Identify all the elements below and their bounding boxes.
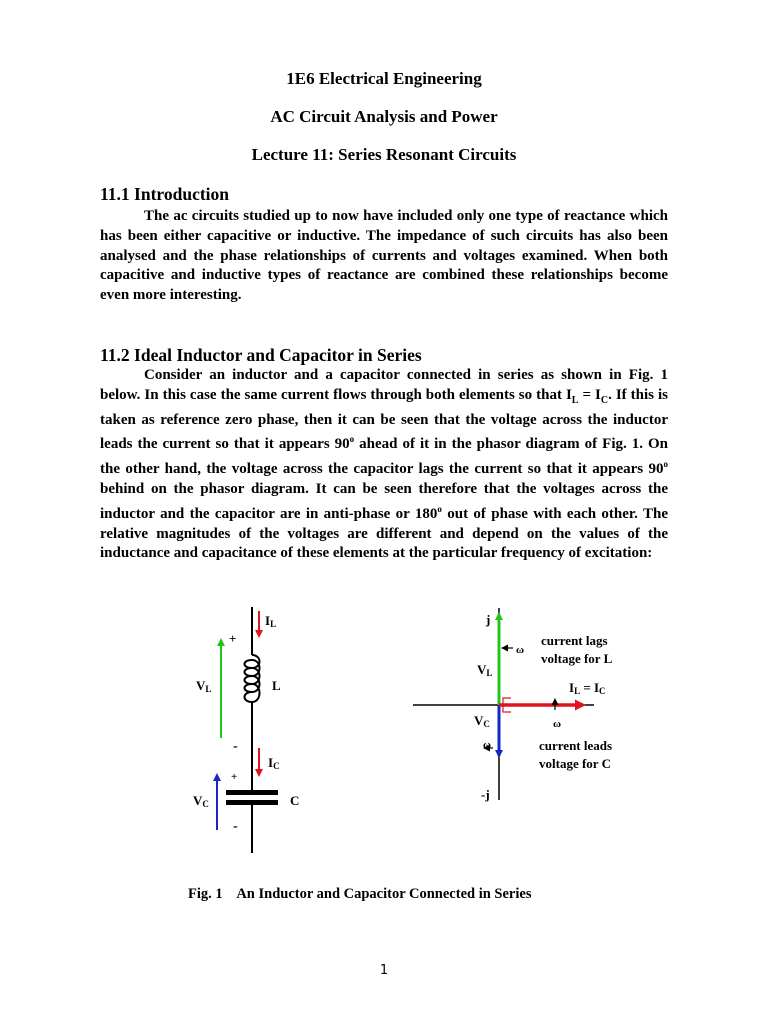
figure-caption: Fig. 1 An Inductor and Capacitor Connected in Series bbox=[188, 886, 532, 902]
lags-note-line-2: voltage for L bbox=[541, 651, 613, 666]
neg-j-axis-label: -j bbox=[481, 787, 490, 802]
capacitor-plate-top bbox=[226, 790, 278, 795]
leads-note-line-2: voltage for C bbox=[539, 756, 611, 771]
il-label: IL bbox=[265, 613, 277, 629]
capacitor-minus-sign: - bbox=[233, 819, 238, 834]
section-heading-series: 11.2 Ideal Inductor and Capacitor in Series bbox=[100, 345, 422, 365]
course-title: 1E6 Electrical Engineering bbox=[286, 69, 482, 88]
inductor-label: L bbox=[272, 678, 281, 693]
section-heading-introduction: 11.1 Introduction bbox=[100, 184, 230, 204]
leads-note-line-1: current leads bbox=[539, 738, 613, 753]
inductor-coil-icon bbox=[245, 655, 260, 702]
phasor-vc-label: VC bbox=[474, 713, 490, 729]
inductor-plus-sign: + bbox=[229, 631, 237, 646]
section-paragraph-series: Consider an inductor and a capacitor connected in series as shown in Fig. 1 below. In this case the same current flows through both elements so that $I_L = I_C$. If this is taken as reference zero phase, then it can be seen that the voltage across the inductor leads the current so that it appears 90$^o$ ahead of it in the phasor diagram of Fig. 1. On the other hand, the voltage across the capacitor lags the current so that it appears 90$^o$ behind on the phasor diagram. It can be seen therefore that the voltages across the inductor and the capacitor are in anti-phase or 180$^o$ out of phase with each other. The relative magnitudes of the voltages are different and depend on the values of the inductance and capacitance of these elements at the particular frequency of excitation: bbox=[100, 367, 668, 562]
subject-title: AC Circuit Analysis and Power bbox=[270, 107, 498, 126]
capacitor-plate-bottom bbox=[226, 800, 278, 805]
phasor-current-label: IL = IC bbox=[569, 680, 606, 696]
ic-label: IC bbox=[268, 755, 280, 771]
phasor-diagram bbox=[413, 608, 613, 802]
lags-note-line-1: current lags bbox=[541, 633, 608, 648]
capacitor-label: C bbox=[290, 793, 300, 808]
phasor-vl-label: VL bbox=[477, 662, 493, 678]
omega-label-right: ω bbox=[553, 718, 562, 730]
j-axis-label: j bbox=[486, 612, 491, 627]
inductor-minus-sign: - bbox=[233, 739, 238, 754]
omega-label-left: ω bbox=[483, 739, 492, 751]
section-paragraph-introduction: The ac circuits studied up to now have included only one type of reactance which has been either capacitive or inductive. The impedance of such circuits has also been analysed and the phase relationships of currents and voltages examined. When both capacitive and inductive types of reactance are combined these relationships become even more interesting. bbox=[100, 208, 668, 304]
lecture-title: Lecture 11: Series Resonant Circuits bbox=[251, 145, 517, 164]
omega-label-top: ω bbox=[516, 644, 525, 656]
vl-label: VL bbox=[196, 678, 212, 694]
capacitor-plus-sign: + bbox=[231, 771, 238, 783]
series-lc-circuit bbox=[193, 607, 299, 853]
page-number: 1 bbox=[379, 963, 389, 978]
vc-label: VC bbox=[193, 793, 209, 809]
